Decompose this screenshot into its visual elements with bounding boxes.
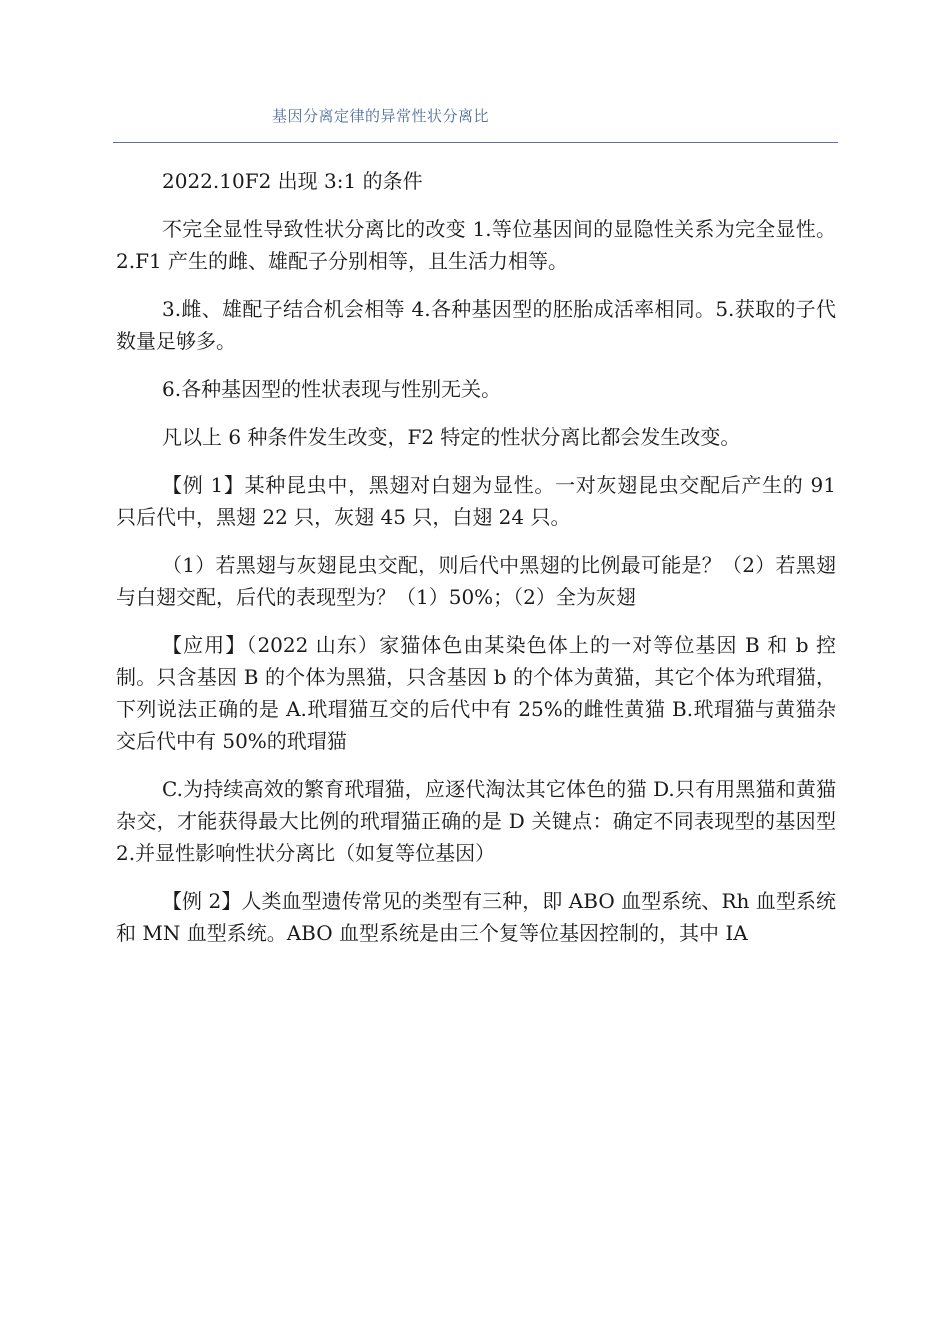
document-title: 基因分离定律的异常性状分离比 (272, 107, 490, 125)
paragraph: 【例 2】人类血型遗传常见的类型有三种，即 ABO 血型系统、Rh 血型系统和 MN 血型系统。ABO 血型系统是由三个复等位基因控制的，其中 IA (116, 889, 836, 945)
paragraph: （1）若黑翅与灰翅昆虫交配，则后代中黑翅的比例最可能是？（2）若黑翅与白翅交配，后代的表现型为？（1）50%；（2）全为灰翅 (116, 553, 836, 609)
paragraph: 【应用】（2022 山东）家猫体色由某染色体上的一对等位基因 B 和 b 控制。只含基因 B 的个体为黑猫，只含基因 b 的个体为黄猫，其它个体为玳瑁猫，下列说法正确的是 A.玳瑁猫互交的后代中有 25%的雌性黄猫 B.玳瑁猫与黄猫杂交后代中有 50%的玳瑁猫 (116, 633, 836, 753)
paragraph: 【例 1】某种昆虫中，黑翅对白翅为显性。一对灰翅昆虫交配后产生的 91 只后代中，黑翅 22 只，灰翅 45 只，白翅 24 只。 (116, 473, 836, 529)
document-body (116, 165, 836, 965)
paragraph: 2022.10F2 出现 3:1 的条件 (162, 169, 423, 193)
paragraph: 不完全显性导致性状分离比的改变 1.等位基因间的显隐性关系为完全显性。2.F1 产生的雌、雄配子分别相等，且生活力相等。 (116, 217, 836, 273)
header-divider (113, 142, 838, 143)
paragraph: C.为持续高效的繁育玳瑁猫，应逐代淘汰其它体色的猫 D.只有用黑猫和黄猫杂交，才能获得最大比例的玳瑁猫正确的是 D 关键点：确定不同表现型的基因型 2.并显性影响性状分离比（如复等位基因） (116, 777, 836, 865)
paragraph: 凡以上 6 种条件发生改变，F2 特定的性状分离比都会发生改变。 (162, 425, 741, 449)
paragraph: 6.各种基因型的性状表现与性别无关。 (162, 377, 502, 401)
paragraph: 3.雌、雄配子结合机会相等 4.各种基因型的胚胎成活率相同。5.获取的子代数量足够多。 (116, 297, 836, 353)
